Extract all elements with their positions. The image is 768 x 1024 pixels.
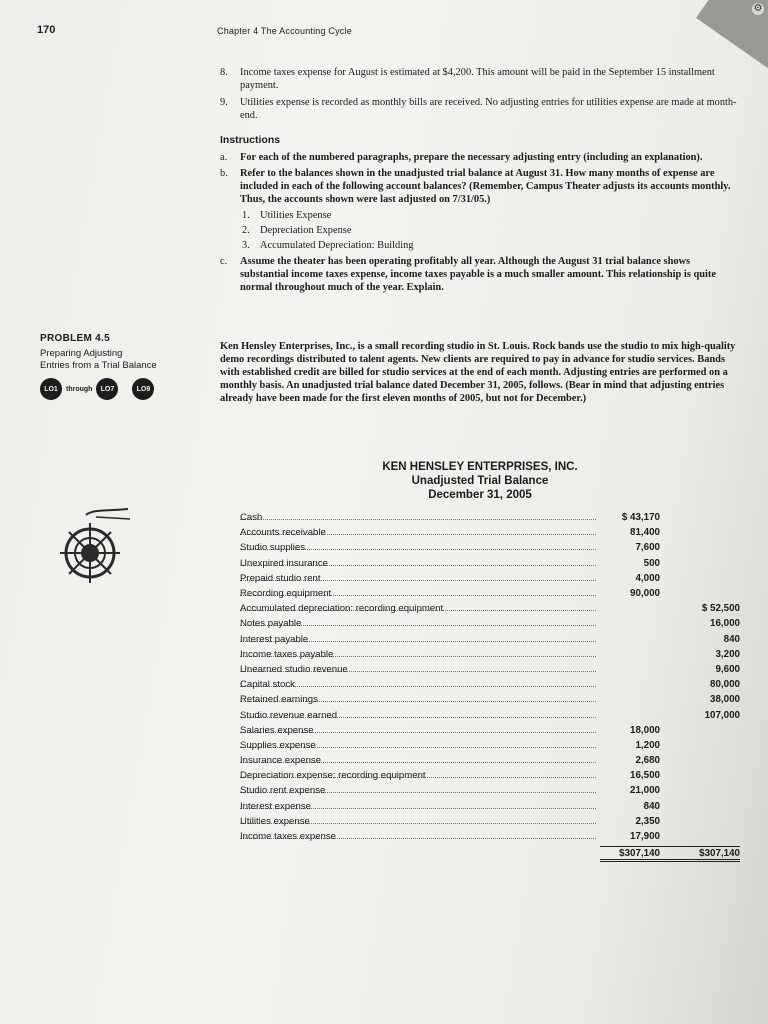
table-row: Utilities expense 2,350 [240, 815, 660, 827]
totals-row [240, 846, 750, 861]
instruction-item: b. Refer to the balances shown in the unadjusted trial balance at August 31. How many months of expense are included in each of the following account balances? (Remember, Campus Theater adjusts its accounts monthly. Thus, the accounts shown were last adjusted on 7/31/05.) [220, 168, 731, 205]
table-row: Studio rent expense 21,000 [240, 785, 660, 797]
sub-item: 1. Utilities Expense [242, 210, 332, 221]
total-debit: $307,140 [600, 846, 660, 862]
table-row: Retained earnings 38,000 [240, 694, 740, 706]
table-row: Depreciation expense: recording equipment 16,500 [240, 770, 660, 782]
list-item: 9. Utilities expense is recorded as monthly bills are received. No adjusting entries for utilities expense are made at month-end. [220, 97, 737, 121]
table-row: Accounts receivable 81,400 [240, 527, 660, 539]
table-row: Supplies expense 1,200 [240, 739, 660, 751]
settings-gear-icon[interactable]: ⚙ [753, 3, 763, 14]
list-item: 8. Income taxes expense for August is estimated at $4,200. This amount will be paid in the September 15 installment payment. [220, 67, 715, 91]
table-row: Insurance expense 2,680 [240, 755, 660, 767]
table-row: Recording equipment 90,000 [240, 588, 660, 600]
company-name: KEN HENSLEY ENTERPRISES, INC. [382, 461, 578, 473]
problem-number: PROBLEM 4.5 [40, 333, 110, 344]
table-row: Interest payable 840 [240, 633, 740, 645]
table-row: Unearned studio revenue 9,600 [240, 663, 740, 675]
instructions-heading: Instructions [220, 134, 281, 146]
page-number: 170 [37, 24, 56, 36]
ship-wheel-logo-icon [48, 503, 138, 593]
table-row: Studio revenue earned 107,000 [240, 709, 740, 721]
table-row: Income taxes expense 17,900 [240, 831, 660, 843]
table-row: Salaries expense 18,000 [240, 724, 660, 736]
instruction-item: a. For each of the numbered paragraphs, prepare the necessary adjusting entry (including an explanation). [220, 152, 703, 163]
table-row: Interest expense 840 [240, 800, 660, 812]
table-row: Unexpired insurance 500 [240, 557, 660, 569]
statement-date: December 31, 2005 [428, 489, 532, 501]
sub-item: 2. Depreciation Expense [242, 225, 352, 236]
lo-badge: LO1 [40, 378, 62, 400]
total-credit: $307,140 [660, 846, 740, 862]
lo-through-label: through [66, 385, 93, 393]
statement-title: Unadjusted Trial Balance [411, 475, 549, 487]
trial-balance-header [340, 460, 620, 502]
table-row: Notes payable 16,000 [240, 618, 740, 630]
lo-badge: LO9 [132, 378, 154, 400]
sub-item: 3. Accumulated Depreciation: Building [242, 240, 414, 251]
numbered-items [220, 66, 738, 294]
table-row: Cash $ 43,170 [240, 512, 660, 524]
table-row: Income taxes payable 3,200 [240, 648, 740, 660]
problem-description: Ken Hensley Enterprises, Inc., is a small recording studio in St. Louis. Rock bands use the studio to mix high-quality demo recordings distributed to talent agents. New clients are required to pay in advance for studio services. Bands with established credit are billed for studio services at the end of each month. Adjusting entries are performed on a monthly basis. An unadjusted trial balance dated December 31, 2005, follows. (Bear in mind that adjusting entries already have been made for the first eleven months of 2005, but not for December.) [220, 341, 736, 404]
table-row: Accumulated depreciation: recording equipment $ 52,500 [240, 603, 740, 615]
instruction-item: c. Assume the theater has been operating profitably all year. Although the August 31 trial balance shows substantial income taxes expense, income taxes payable is a much smaller amount. This relationship is quite normal throughout much of the year. Explain. [220, 256, 716, 293]
lo-badge: LO7 [96, 378, 118, 400]
table-row: Capital stock 80,000 [240, 679, 740, 691]
table-row: Prepaid studio rent 4,000 [240, 572, 660, 584]
problem-title: Preparing Adjusting Entries from a Trial Balance [40, 348, 157, 371]
chapter-header: Chapter 4 The Accounting Cycle [217, 26, 352, 36]
trial-balance-table [240, 510, 750, 861]
learning-objectives [40, 378, 220, 400]
table-row: Studio supplies 7,600 [240, 542, 660, 554]
problem-sidebar [40, 333, 220, 400]
